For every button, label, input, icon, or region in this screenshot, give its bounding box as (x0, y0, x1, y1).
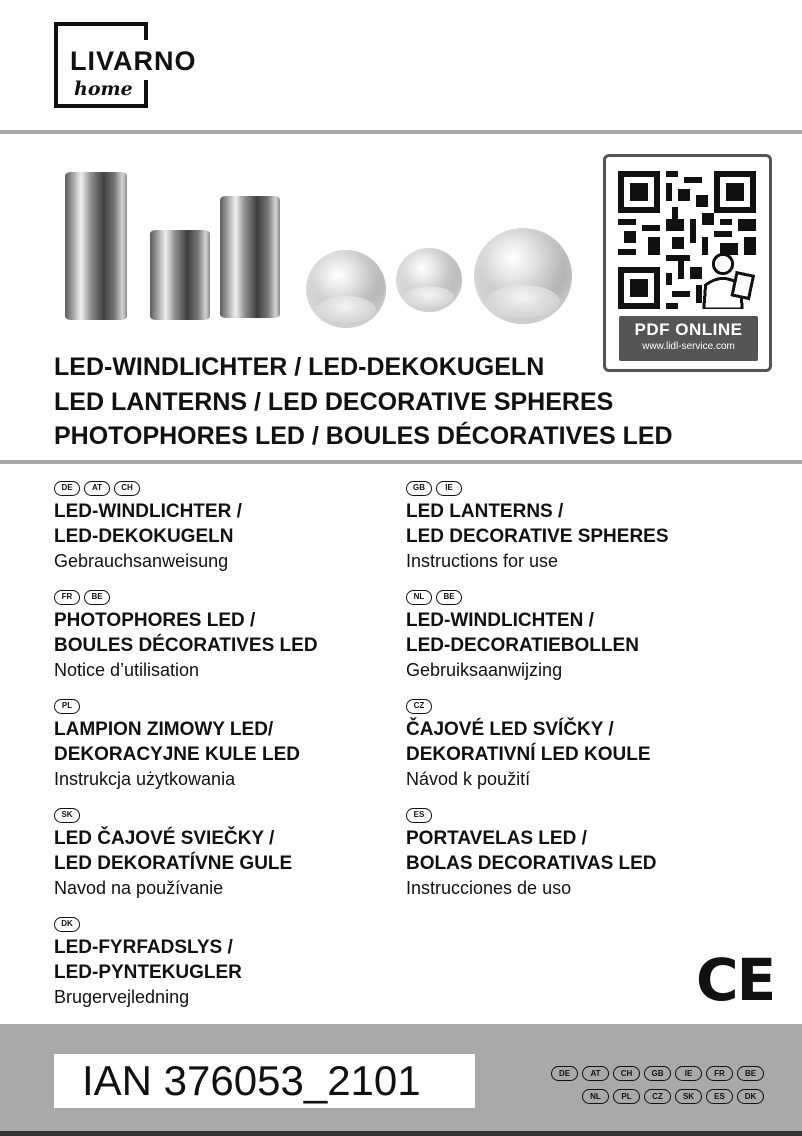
country-code-badge: DE (54, 481, 80, 496)
country-code-badge: DK (54, 917, 80, 932)
country-code-badge: FR (54, 590, 80, 605)
lang-title-line2: BOLAS DECORATIVAS LED (406, 853, 657, 874)
country-codes (54, 697, 434, 715)
country-codes (406, 806, 786, 824)
lang-title-line2: LED DEKORATÍVNE GULE (54, 853, 293, 874)
country-code-badge: SK (54, 808, 80, 823)
country-code-badge: AT (84, 481, 110, 496)
bottom-border (0, 1131, 802, 1136)
top-divider (0, 130, 802, 134)
lang-subtitle: Navod na používanie (54, 878, 224, 898)
footer-codes-row1 (551, 1066, 764, 1081)
country-code-badge: BE (737, 1066, 764, 1081)
qr-code-icon (618, 171, 756, 309)
country-codes (54, 915, 434, 933)
lang-block-de (54, 479, 434, 573)
logo-sub: home (74, 78, 133, 100)
lang-title-line1: LED-WINDLICHTER / (54, 501, 242, 522)
title-divider (0, 460, 802, 464)
decorative-sphere-medium (306, 250, 386, 328)
lang-subtitle: Gebruiksaanwijzing (406, 660, 563, 680)
country-code-badge: SK (675, 1089, 702, 1104)
lantern-cylinder-medium (220, 196, 280, 318)
lang-title-line2: DEKORATIVNÍ LED KOULE (406, 744, 651, 765)
decorative-sphere-small (396, 248, 462, 312)
lang-title-line1: LED-WINDLICHTEN / (406, 610, 594, 631)
lang-title-line2: LED-PYNTEKUGLER (54, 962, 242, 983)
country-code-badge: FR (706, 1066, 733, 1081)
lang-subtitle: Návod k použití (406, 769, 531, 789)
country-code-badge: IE (675, 1066, 702, 1081)
footer-codes-row2 (582, 1089, 764, 1104)
country-codes (54, 588, 434, 606)
country-code-badge: ES (406, 808, 432, 823)
lang-title-line1: PORTAVELAS LED / (406, 828, 587, 849)
pdf-online-qr-box[interactable] (603, 154, 772, 372)
country-code-badge: NL (582, 1089, 609, 1104)
lang-subtitle: Instructions for use (406, 551, 559, 571)
country-codes (406, 479, 786, 497)
lang-title-line1: ČAJOVÉ LED SVÍČKY / (406, 719, 614, 740)
country-codes (54, 479, 434, 497)
country-code-badge: PL (54, 699, 80, 714)
lang-title-line2: LED-DECORATIEBOLLEN (406, 635, 639, 656)
lang-block-gb (406, 479, 786, 573)
pdf-online-banner (619, 316, 758, 361)
lang-title-line2: LED DECORATIVE SPHERES (406, 526, 669, 547)
country-code-badge: CZ (406, 699, 432, 714)
lang-subtitle: Notice d’utilisation (54, 660, 200, 680)
lang-title-line2: LED-DEKOKUGELN (54, 526, 234, 547)
pdf-online-url: www.lidl-service.com (642, 341, 735, 352)
country-code-badge: GB (406, 481, 432, 496)
country-code-badge: AT (582, 1066, 609, 1081)
lang-title-line2: BOULES DÉCORATIVES LED (54, 635, 318, 656)
main-title-de: LED-WINDLICHTER / LED-DEKOKUGELN (54, 353, 545, 381)
country-codes (54, 806, 434, 824)
product-illustration (60, 170, 580, 330)
lang-title-line1: LED-FYRFADSLYS / (54, 937, 233, 958)
country-code-badge: ES (706, 1089, 733, 1104)
lang-title-line2: DEKORACYJNE KULE LED (54, 744, 300, 765)
lang-block-sk (54, 806, 434, 900)
country-code-badge: DK (737, 1089, 764, 1104)
country-code-badge: BE (436, 590, 462, 605)
lantern-cylinder-small (150, 230, 210, 320)
country-code-badge: PL (613, 1089, 640, 1104)
lang-subtitle: Instrukcja użytkowania (54, 769, 236, 789)
lang-block-pl (54, 697, 434, 791)
country-codes (406, 588, 786, 606)
lang-title-line1: PHOTOPHORES LED / (54, 610, 256, 631)
footer-band (0, 1024, 802, 1136)
lang-block-fr (54, 588, 434, 682)
lang-block-dk (54, 915, 434, 1009)
country-code-badge: GB (644, 1066, 671, 1081)
country-code-badge: CZ (644, 1089, 671, 1104)
decorative-sphere-large (474, 228, 572, 324)
country-code-badge: NL (406, 590, 432, 605)
lang-block-nl (406, 588, 786, 682)
lang-title-line1: LAMPION ZIMOWY LED/ (54, 719, 274, 740)
country-code-badge: IE (436, 481, 462, 496)
lantern-cylinder-large (65, 172, 127, 320)
main-title-en: LED LANTERNS / LED DECORATIVE SPHERES (54, 388, 614, 416)
lang-subtitle: Gebrauchsanweisung (54, 551, 229, 571)
country-codes (406, 697, 786, 715)
country-code-badge: DE (551, 1066, 578, 1081)
livarno-home-logo (54, 22, 197, 108)
country-code-badge: CH (613, 1066, 640, 1081)
ce-mark-icon: CE (696, 946, 775, 1014)
country-code-badge: CH (114, 481, 140, 496)
logo-brand: LIVARNO (70, 46, 197, 76)
lang-subtitle: Instrucciones de uso (406, 878, 572, 898)
lang-block-es (406, 806, 786, 900)
main-title-fr: PHOTOPHORES LED / BOULES DÉCORATIVES LED (54, 422, 673, 450)
lang-block-cz (406, 697, 786, 791)
pdf-online-title: PDF ONLINE (634, 320, 743, 339)
lang-title-line1: LED ČAJOVÉ SVIEČKY / (54, 828, 275, 849)
lang-subtitle: Brugervejledning (54, 987, 190, 1007)
country-code-badge: BE (84, 590, 110, 605)
ian-number: IAN 376053_2101 (54, 1054, 475, 1108)
lang-title-line1: LED LANTERNS / (406, 501, 564, 522)
